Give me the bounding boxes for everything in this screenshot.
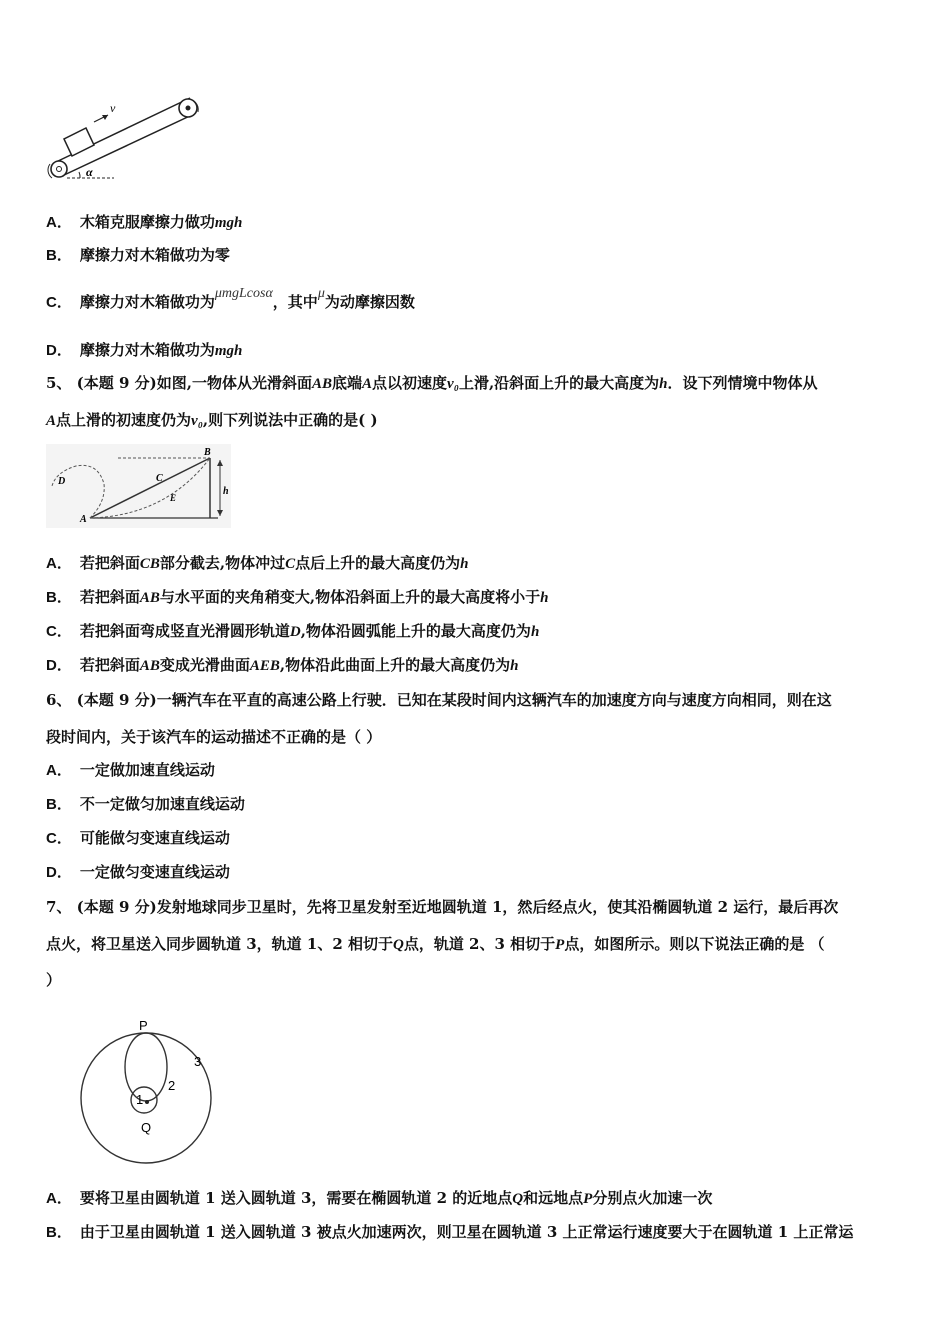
label-q: Q [141, 1120, 152, 1135]
q4-option-c: C． 摩擦力对木箱做功为μmgLcosα，其中μ为动摩擦因数 [46, 286, 415, 311]
q4-option-b: B． 摩擦力对木箱做功为零 [46, 246, 230, 264]
orbit-1 [131, 1087, 157, 1113]
label-a: A [80, 514, 87, 525]
orbit-2 [125, 1033, 167, 1101]
q7-option-b: B． 由于卫星由圆轨道 1 送入圆轨道 3 被点火加速两次，则卫星在圆轨道 3 上正常运行速度要大于在圆轨道 1 上正常运 [46, 1223, 854, 1241]
q5-meta: (本题 9 分) [76, 374, 157, 392]
q6-option-a: A． 一定做加速直线运动 [46, 761, 215, 779]
q4-option-d: D． 摩擦力对木箱做功为mgh [46, 341, 243, 359]
label-e: E [170, 493, 177, 503]
q6-stem-line-2: 段时间内，关于该汽车的运动描述不正确的是（ ） [46, 728, 382, 746]
q4-option-a: A． 木箱克服摩擦力做功mgh [46, 213, 243, 231]
label-p: P [139, 1018, 148, 1033]
label-1: 1 [136, 1092, 144, 1107]
mu-symbol: μ [317, 286, 325, 301]
label-c: C [156, 473, 163, 484]
q6-option-d: D． 一定做匀变速直线运动 [46, 863, 230, 881]
angle-label: α [86, 165, 93, 179]
q6-meta: (本题 9 分) [76, 691, 157, 709]
q5-stem-line-1: 5、 (本题 9 分)如图,一物体从光滑斜面AB底端A点以初速度v₀上滑,沿斜面上升的最大高度为h．设下列情境中物体从 [46, 374, 818, 392]
q5-number: 5、 [46, 374, 72, 392]
q6-number: 6、 [46, 691, 72, 709]
top-pulley-hub [186, 106, 191, 111]
conveyor-incline-figure [44, 94, 214, 186]
label-2: 2 [168, 1078, 176, 1093]
angle-arc [79, 172, 80, 178]
friction-work-formula: μmgLcosα [214, 286, 273, 301]
orbit-3 [81, 1033, 211, 1163]
q5-option-b: B． 若把斜面AB与水平面的夹角稍变大,物体沿斜面上升的最大高度将小于h [46, 588, 549, 606]
q7-stem-line-1: 7、 (本题 9 分)发射地球同步卫星时，先将卫星发射至近地圆轨道 1，然后经点火，使其沿椭圆轨道 2 运行，最后再次 [46, 898, 839, 916]
q5-option-a: A． 若把斜面CB部分截去,物体冲过C点后上升的最大高度仍为h [46, 554, 469, 572]
q7-number: 7、 [46, 898, 72, 916]
q5-option-d: D． 若把斜面AB变成光滑曲面AEB,物体沿此曲面上升的最大高度仍为h [46, 656, 519, 674]
incline-loop-figure [46, 444, 231, 528]
label-b: B [204, 447, 211, 458]
q6-stem-line-1: 6、 (本题 9 分)一辆汽车在平直的高速公路上行驶．已知在某段时间内这辆汽车的加速度方向与速度方向相同，则在这 [46, 691, 832, 709]
bottom-pulley-hub [57, 167, 62, 172]
q7-stem-line-2: 点火，将卫星送入同步圆轨道 3，轨道 1、2 相切于Q点，轨道 2、3 相切于P点，如图所示。则以下说法正确的是 （ [46, 935, 825, 953]
velocity-label: v [110, 101, 116, 115]
q7-meta: (本题 9 分) [76, 898, 157, 916]
q5-option-c: C． 若把斜面弯成竖直光滑圆形轨道D,物体沿圆弧能上升的最大高度仍为h [46, 622, 540, 640]
q6-option-c: C． 可能做匀变速直线运动 [46, 829, 230, 847]
q7-option-a: A． 要将卫星由圆轨道 1 送入圆轨道 3，需要在椭圆轨道 2 的近地点Q和远地点P分别点火加速一次 [46, 1189, 713, 1207]
label-d: D [58, 476, 66, 487]
wooden-box [64, 128, 94, 156]
label-3: 3 [194, 1054, 202, 1069]
orbit-figure [76, 1012, 226, 1172]
label-h: h [223, 486, 229, 497]
q7-stem-line-3: ） [46, 971, 62, 989]
q5-stem-line-2: A点上滑的初速度仍为v₀,则下列说法中正确的是( ) [46, 411, 378, 429]
earth-center [145, 1100, 149, 1104]
q6-option-b: B． 不一定做匀加速直线运动 [46, 795, 245, 813]
